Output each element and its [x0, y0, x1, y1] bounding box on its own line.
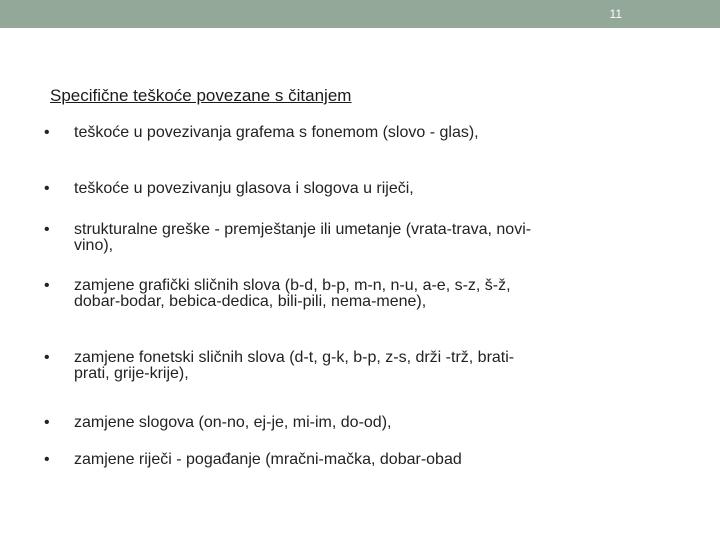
header-bar	[0, 0, 720, 28]
bullet-icon: •	[44, 349, 50, 366]
list-item	[44, 415, 534, 431]
list-item	[44, 278, 534, 310]
list-item-text: zamjene riječi - pogađanje (mračni-mačka, dobar-obad	[74, 451, 462, 468]
slide-number: 11	[609, 7, 622, 21]
list-item-text: zamjene grafički sličnih slova (b-d, b-p, m-n, n-u, a-e, s-z, š-ž, dobar-bodar, bebica-dedica, bili-pili, nema-mene),	[74, 277, 511, 310]
list-item	[44, 222, 534, 254]
list-item	[44, 350, 534, 382]
list-item-text: zamjene fonetski sličnih slova (d-t, g-k, b-p, z-s, drži -trž, brati-prati, grije-krije),	[74, 349, 515, 382]
bullet-icon: •	[44, 221, 50, 238]
list-item-text: zamjene slogova (on-no, ej-je, mi-im, do-od),	[74, 414, 392, 431]
bullet-icon: •	[44, 180, 50, 197]
list-item-text: teškoće u povezivanja grafema s fonemom (slovo - glas),	[74, 124, 479, 141]
list-item	[44, 125, 534, 141]
list-item-text: strukturalne greške - premještanje ili umetanje (vrata-trava, novi-vino),	[74, 221, 532, 254]
bullet-icon: •	[44, 414, 50, 431]
bullet-icon: •	[44, 124, 50, 141]
list-item	[44, 452, 534, 468]
list-item	[44, 181, 534, 197]
slide-title: Specifične teškoće povezane s čitanjem	[50, 86, 352, 105]
bullet-icon: •	[44, 451, 50, 468]
bullet-icon: •	[44, 277, 50, 294]
list-item-text: teškoće u povezivanju glasova i slogova u riječi,	[74, 180, 414, 197]
